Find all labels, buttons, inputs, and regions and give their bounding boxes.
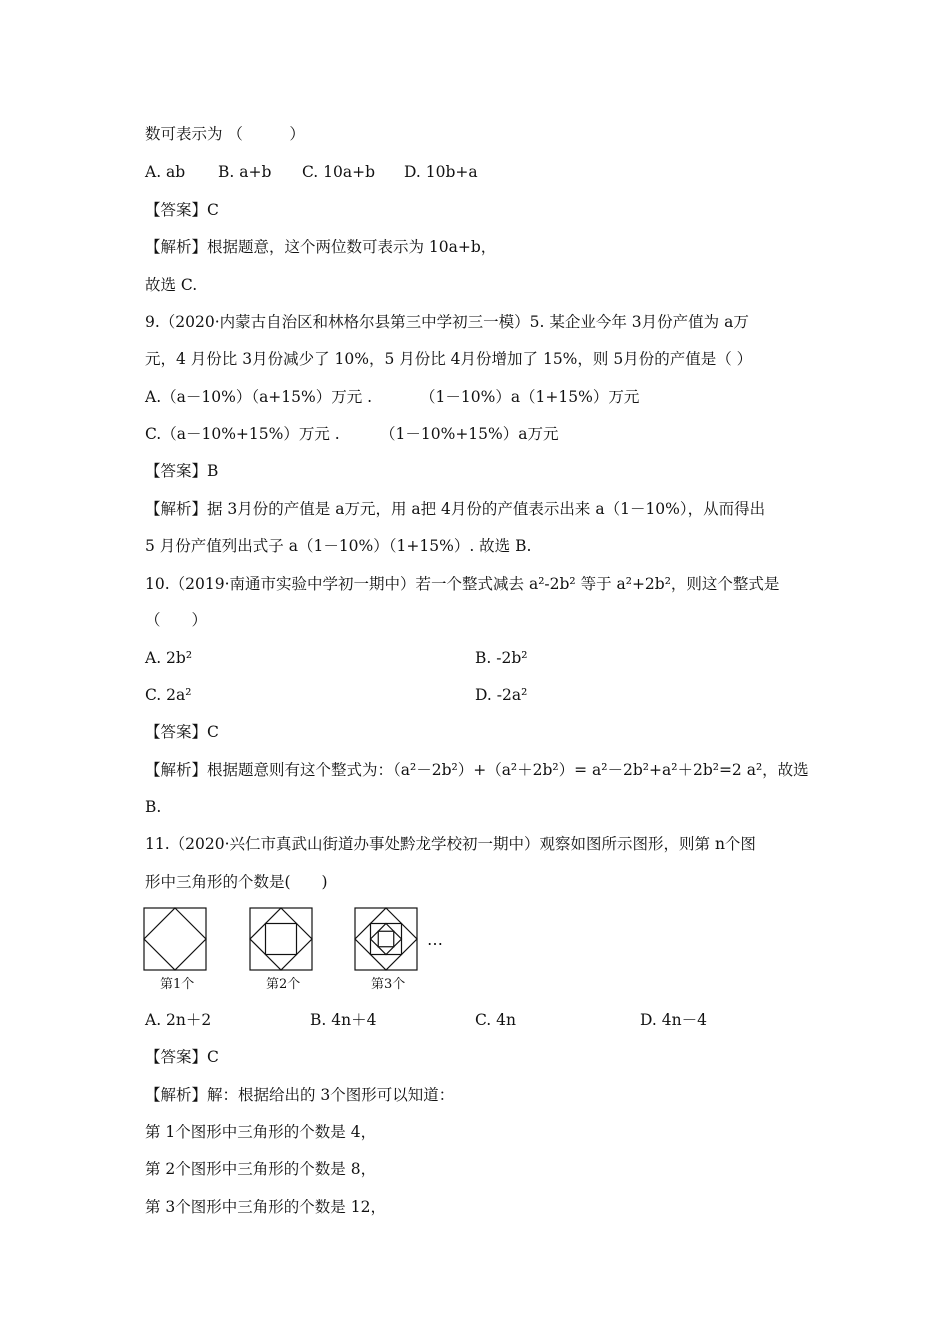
q11-option-b: B. 4n＋4 [310, 1011, 377, 1029]
q10-option-a: A. 2b² [145, 649, 193, 667]
q11-figure-2 [250, 908, 312, 970]
q10-option-c: C. 2a² [145, 686, 192, 704]
q11-analysis-intro: 【解析】解：根据给出的 3个图形可以知道： [145, 1086, 455, 1104]
q11-option-a: A. 2n＋2 [145, 1011, 212, 1029]
q11-stem-line1: 11.（2020·兴仁市真武山街道办事处黔龙学校初一期中）观察如图所示图形，则第 n个图 [145, 835, 756, 853]
q9-option-d: （1－10%+15%）a万元 [380, 425, 559, 443]
q9-option-b: （1－10%）a（1+15%）万元 [420, 388, 640, 406]
q10-option-b: B. -2b² [475, 649, 528, 667]
q8-option-a: A. ab [145, 163, 186, 181]
q11-figure-1 [144, 908, 206, 970]
q10-analysis-line2: B. [145, 798, 162, 816]
q9-answer: 【答案】B [145, 462, 219, 480]
q9-analysis-line1: 【解析】据 3月份的产值是 a万元，用 a把 4月份的产值表示出来 a（1－10%），从而得出 [145, 500, 766, 518]
q11-answer: 【答案】C [145, 1048, 219, 1066]
q11-figure-ellipsis: … [427, 930, 443, 949]
q9-option-a: A.（a－10%）（a+15%）万元 . [145, 388, 373, 406]
q11-step-1: 第 1个图形中三角形的个数是 4， [145, 1123, 377, 1141]
q8-analysis: 【解析】根据题意，这个两位数可表示为 10a+b， [145, 238, 497, 256]
q8-option-d: D. 10b+a [404, 163, 478, 181]
q9-stem-line2: 元，4 月份比 3月份减少了 10%，5 月份比 4月份增加了 15%，则 5月份的产值是（ ） [145, 350, 753, 368]
q11-option-c: C. 4n [475, 1011, 517, 1029]
q11-figure-3-caption: 第3个 [371, 977, 406, 992]
q9-stem-line1: 9.（2020·内蒙古自治区和林格尔县第三中学初三一模）5. 某企业今年 3月份产值为 a万 [145, 313, 749, 331]
q8-answer: 【答案】C [145, 201, 219, 219]
q8-conclusion: 故选 C. [145, 276, 198, 294]
q11-option-d: D. 4n－4 [640, 1011, 707, 1029]
q9-option-c: C.（a－10%+15%）万元 . [145, 425, 340, 443]
q11-step-2: 第 2个图形中三角形的个数是 8， [145, 1160, 377, 1178]
q10-analysis-line1: 【解析】根据题意则有这个整式为：（a²－2b²）+（a²＋2b²）= a²－2b²+a²＋2b²=2 a²，故选 [145, 761, 809, 779]
q11-figure-1-caption: 第1个 [160, 977, 195, 992]
q10-answer: 【答案】C [145, 723, 219, 741]
q11-stem-line2: 形中三角形的个数是( ) [145, 873, 328, 891]
q11-figure-2-caption: 第2个 [266, 977, 301, 992]
q8-option-c: C. 10a+b [302, 163, 376, 181]
q10-stem-line2: （ ） [145, 611, 208, 629]
q11-step-3: 第 3个图形中三角形的个数是 12， [145, 1198, 386, 1216]
q8-option-b: B. a+b [218, 163, 272, 181]
q10-stem-line1: 10.（2019·南通市实验中学初一期中）若一个整式减去 a²-2b² 等于 a²+2b²，则这个整式是 [145, 575, 780, 593]
q9-analysis-line2: 5 月份产值列出式子 a（1－10%）（1+15%）. 故选 B. [145, 537, 532, 555]
q11-figure-3 [355, 908, 417, 970]
q8-stem-continuation: 数可表示为 （ ） [145, 125, 305, 143]
q10-option-d: D. -2a² [475, 686, 528, 704]
